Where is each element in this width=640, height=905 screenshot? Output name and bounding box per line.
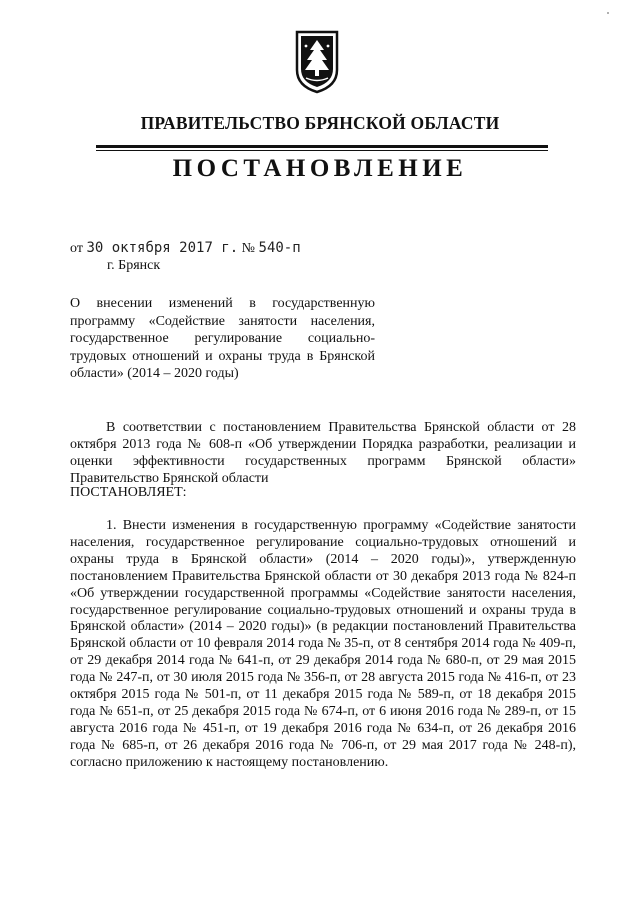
date-value: 30 октября 2017 г. <box>86 240 239 256</box>
header-rule-thick <box>96 145 548 148</box>
city: г. Брянск <box>107 258 161 273</box>
organization-name: ПРАВИТЕЛЬСТВО БРЯНСКОЙ ОБЛАСТИ <box>140 113 500 133</box>
body-paragraph-item-1: 1. Внести изменения в государственную программу «Содействие занятости населения, государственное регулирование социально-трудовых отношений и охраны труда в Брянской области» (2014 – 2020 годы)», утвержденную постановлением Правительства Брянской области от 30 декабря 2013 года № 824-п «Об утверждении государственной программы «Содействие занятости населения, государственное регулирование социально-трудовых отношений и охраны труда в Брянской области» (2014 – 2020 годы)» (в редакции постановлений Правительства Брянской области от 10 февраля 2014 года № 35-п, от 8 сентября 2014 года № 409-п, от 29 декабря 2014 года № 641-п, от 29 декабря 2014 года № 680-п, от 29 мая 2015 года № 247-п, от 30 июля 2015 года № 356-п, от 28 августа 2015 года № 416-п, от 23 октября 2015 года № 501-п, от 11 декабря 2015 года № 589-п, от 18 декабря 2015 года № 651-п, от 25 декабря 2015 года № 674-п, от 6 июня 2016 года № 289-п, от 15 августа 2016 года № 451-п, от 19 декабря 2016 года № 634-п, от 26 декабря 2016 года № 685-п, от 26 декабря 2016 года № 706-п, от 29 мая 2017 года № 248-п), согласно приложению к настоящему постановлению. <box>70 518 576 770</box>
document-subject: О внесении изменений в государственную программу «Содействие занятости населения, государственное регулирование социально-трудовых отношений и охраны труда в Брянской области» (2014 – 2020 годы) <box>70 296 375 381</box>
header-rule-thin <box>96 150 548 151</box>
date-number-line <box>70 240 301 257</box>
document-type-title: ПОСТАНОВЛЕНИЕ <box>172 155 468 182</box>
decree-word: ПОСТАНОВЛЯЕТ: <box>70 485 187 500</box>
coat-of-arms-icon <box>294 30 340 94</box>
scan-speck <box>607 12 609 14</box>
date-prefix: от <box>70 241 83 256</box>
body-paragraph-preamble: В соответствии с постановлением Правительства Брянской области от 28 октября 2013 года № 608-п «Об утверждении Порядка разработки, реализации и оценки эффективности государственных программ Брянской области» Правительство Брянской области <box>70 420 576 486</box>
number-prefix: № <box>241 241 256 256</box>
number-value: 540-п <box>258 240 301 256</box>
